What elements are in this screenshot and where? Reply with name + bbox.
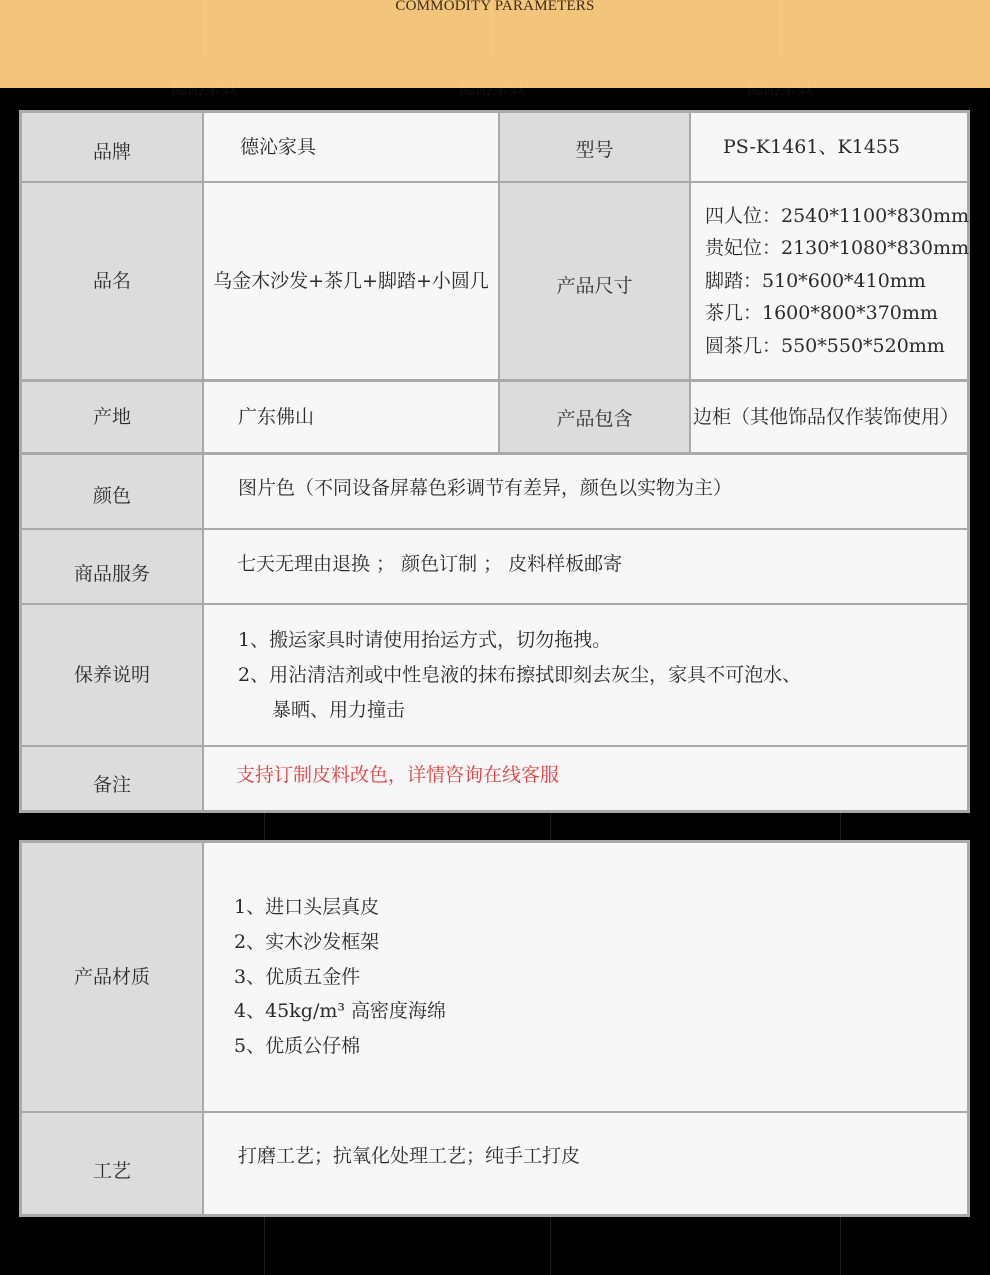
grid-line xyxy=(491,0,492,56)
size-line: 四人位：2540*1100*830mm xyxy=(705,204,970,227)
material-table xyxy=(19,840,970,1217)
label-note: 备注 xyxy=(22,747,202,810)
material-line: 4、45kg/m³ 高密度海绵 xyxy=(234,1000,447,1023)
value-color: 图片色（不同设备屏幕色彩调节有差异，颜色以实物为主） xyxy=(204,455,967,528)
label-includes: 产品包含 xyxy=(500,382,689,452)
care-line: 暴晒、用力撞击 xyxy=(272,698,406,721)
value-model: PS-K1461、K1455 xyxy=(691,113,967,181)
size-line: 圆茶几：550*550*520mm xyxy=(705,334,945,357)
grid-line xyxy=(550,1216,551,1275)
size-line: 脚踏：510*600*410mm xyxy=(705,269,926,292)
watermark: 德沁家具 xyxy=(746,79,814,99)
grid-line xyxy=(550,812,551,842)
grid-line xyxy=(840,812,841,842)
material-line: 2、实木沙发框架 xyxy=(234,930,380,953)
label-service: 商品服务 xyxy=(22,530,202,603)
grid-line xyxy=(264,812,265,842)
label-brand: 品牌 xyxy=(22,113,202,181)
material-line: 3、优质五金件 xyxy=(234,965,361,988)
grid-line xyxy=(205,0,206,56)
care-line: 2、用沾清洁剂或中性皂液的抹布擦拭即刻去灰尘，家具不可泡水、 xyxy=(238,663,802,686)
label-care: 保养说明 xyxy=(22,605,202,745)
size-line: 茶几：1600*800*370mm xyxy=(705,302,938,325)
value-material xyxy=(204,843,967,1111)
value-product-name: 乌金木沙发+茶几+脚踏+小圆几 xyxy=(204,183,498,379)
care-line: 1、搬运家具时请使用抬运方式，切勿拖拽。 xyxy=(238,628,612,651)
value-size xyxy=(691,183,970,379)
material-line: 1、进口头层真皮 xyxy=(234,896,380,919)
value-includes: 边柜（其他饰品仅作装饰使用） xyxy=(691,382,967,452)
value-care xyxy=(204,605,967,745)
page-title: COMMODITY PARAMETERS xyxy=(395,0,595,14)
label-origin: 产地 xyxy=(22,382,202,452)
value-note: 支持订制皮料改色，详情咨询在线客服 xyxy=(204,747,967,810)
label-product-name: 品名 xyxy=(22,183,202,379)
value-origin: 广东佛山 xyxy=(204,382,498,452)
grid-line xyxy=(781,0,782,56)
watermark: 德沁家具 xyxy=(170,79,238,99)
grid-line xyxy=(840,1216,841,1275)
grid-line xyxy=(264,1216,265,1275)
value-brand: 德沁家具 xyxy=(204,113,498,181)
header-banner xyxy=(0,0,990,99)
value-craft: 打磨工艺；抗氧化处理工艺；纯手工打皮 xyxy=(204,1113,967,1214)
watermark: 德沁家具 xyxy=(458,79,526,99)
label-model: 型号 xyxy=(500,113,689,181)
label-size: 产品尺寸 xyxy=(500,183,689,379)
value-service: 七天无理由退换 ； 颜色订制 ； 皮料样板邮寄 xyxy=(204,530,967,603)
parameters-table xyxy=(19,110,970,813)
label-color: 颜色 xyxy=(22,455,202,528)
label-material: 产品材质 xyxy=(22,843,202,1111)
material-line: 5、优质公仔棉 xyxy=(234,1035,361,1058)
label-craft: 工艺 xyxy=(22,1113,202,1214)
size-line: 贵妃位：2130*1080*830mm xyxy=(705,237,970,260)
